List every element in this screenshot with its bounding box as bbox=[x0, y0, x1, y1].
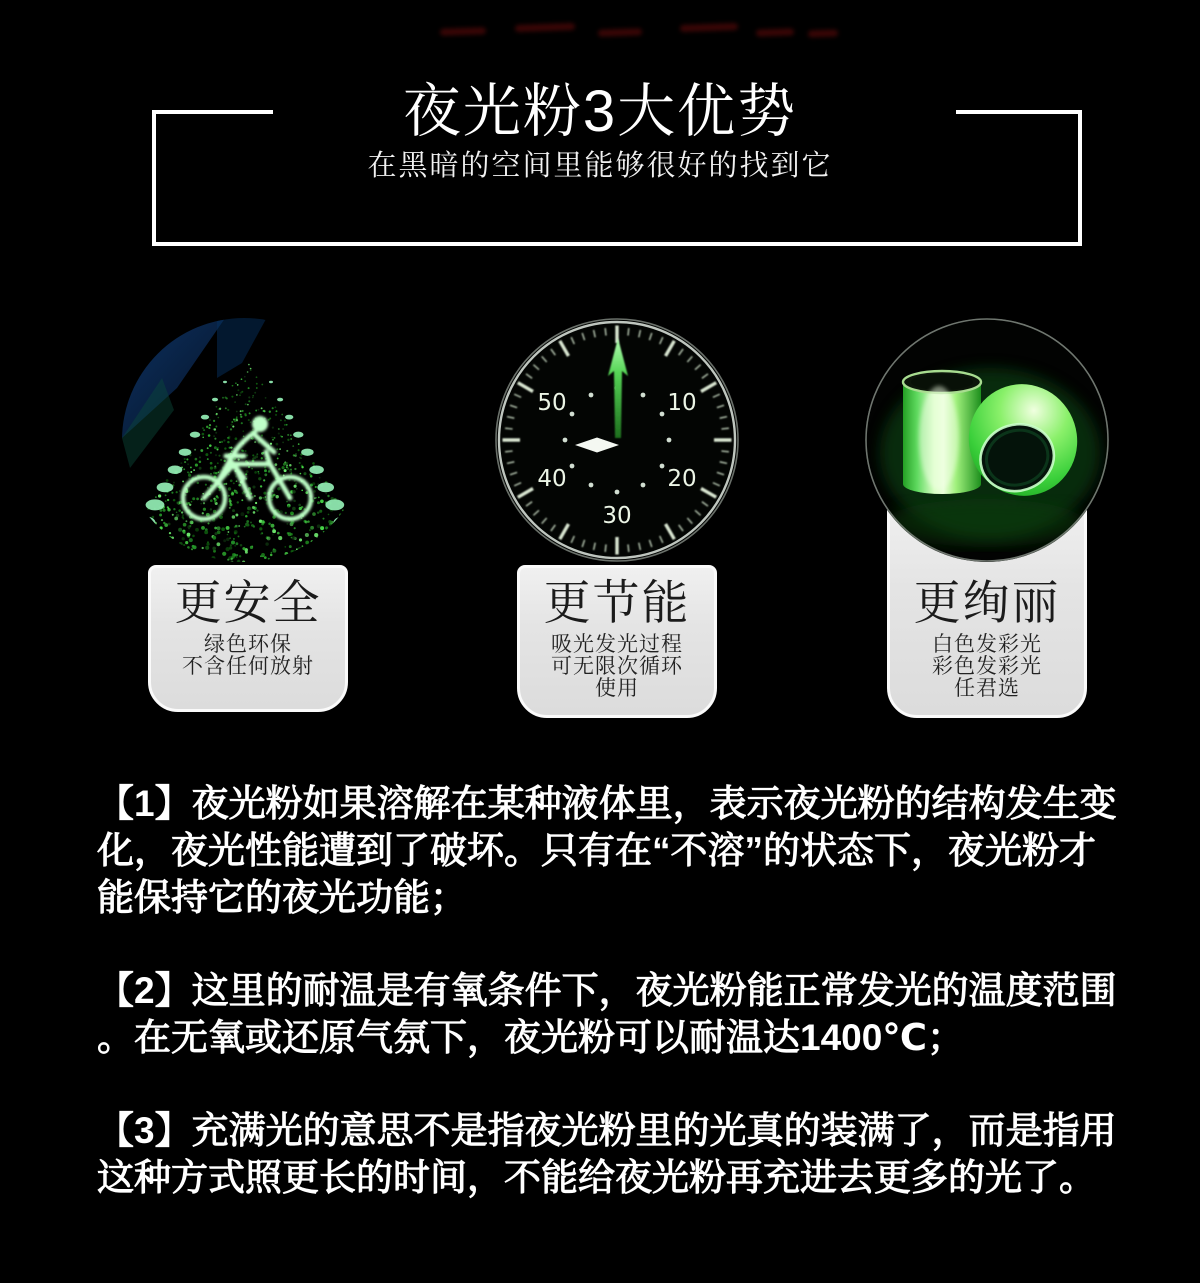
svg-text:30: 30 bbox=[602, 503, 632, 529]
glow-tape-rolls-image bbox=[865, 318, 1109, 562]
paragraph-3: 【3】充满光的意思不是指夜光粉里的光真的装满了，而是指用 这种方式照更长的时间，不能给夜光粉再充进去更多的光了。 bbox=[97, 1110, 1117, 1198]
page-title: 夜光粉3大优势 bbox=[402, 79, 798, 144]
feature-heading: 更绚丽 bbox=[913, 576, 1061, 629]
feature-lines: 吸光发光过程 可无限次循环 使用 bbox=[551, 633, 683, 700]
svg-text:20: 20 bbox=[667, 466, 697, 492]
page-subtitle: 在黑暗的空间里能够很好的找到它 bbox=[367, 150, 833, 182]
feature-heading: 更节能 bbox=[543, 576, 691, 629]
paragraph-1: 【1】夜光粉如果溶解在某种液体里，表示夜光粉的结构发生变 化，夜光性能遭到了破坏。只有在“不溶”的状态下，夜光粉才 能保持它的夜光功能； bbox=[97, 783, 1117, 918]
feature-lines: 绿色环保 不含任何放射 bbox=[182, 633, 314, 678]
glow-clock-image bbox=[495, 318, 739, 562]
svg-text:40: 40 bbox=[537, 466, 567, 492]
feature-card-safer bbox=[148, 565, 348, 712]
feature-lines: 白色发彩光 彩色发彩光 任君选 bbox=[932, 633, 1042, 700]
paragraph-2: 【2】这里的耐温是有氧条件下，夜光粉能正常发光的温度范围 。在无氧或还原气氛下，夜光粉可以耐温达1400℃； bbox=[97, 970, 1117, 1058]
feature-heading: 更安全 bbox=[174, 576, 322, 629]
feature-card-energy-saving bbox=[517, 565, 717, 718]
svg-text:10: 10 bbox=[667, 390, 697, 416]
svg-text:50: 50 bbox=[537, 390, 567, 416]
glow-bike-path-image bbox=[122, 318, 366, 562]
